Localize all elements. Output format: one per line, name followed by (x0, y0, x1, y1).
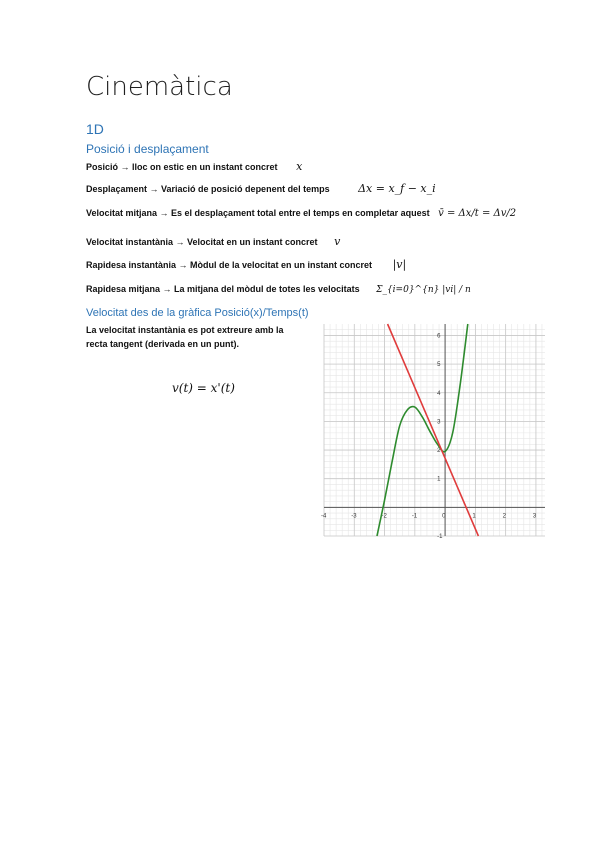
line-rapidesa-instantania (86, 258, 406, 271)
x-tick-label: 2 (502, 513, 506, 520)
math-abs-v: |v| (392, 258, 407, 271)
x-tick-label: -3 (351, 513, 357, 520)
x-tick-label: 0 (442, 513, 446, 520)
y-tick-label: 3 (437, 419, 441, 426)
x-tick-label: -2 (381, 513, 387, 520)
math-v-mitjana: v̄ = Δx/t = Δv/2 (438, 208, 517, 219)
math-v: v (334, 235, 341, 248)
math-delta-x: Δx = x_f − x_i (358, 182, 436, 195)
line-velocitat-mitjana (86, 208, 516, 219)
y-tick-label: -1 (437, 534, 443, 540)
heading-posicio: Posició i desplaçament (86, 142, 209, 156)
y-tick-label: 2 (437, 448, 441, 455)
position-time-graph (321, 324, 545, 540)
line-text: Velocitat instantània → Velocitat en un instant concret (86, 237, 318, 247)
x-tick-label: 1 (472, 513, 476, 520)
y-tick-label: 6 (437, 333, 441, 340)
line-velocitat-instantania (86, 235, 340, 248)
line-rapidesa-mitjana (86, 284, 471, 295)
paragraph-line-1: La velocitat instantània es pot extreure amb la (86, 325, 284, 335)
paragraph-line-2: recta tangent (derivada en un punt). (86, 339, 240, 349)
line-posicio (86, 160, 302, 173)
y-tick-label: 4 (437, 390, 441, 397)
page-title: Cinemàtica (86, 72, 233, 102)
y-tick-label: 5 (437, 362, 441, 369)
heading-1d: 1D (86, 121, 104, 137)
line-desplacament (86, 182, 436, 195)
formula-velocitat: v(t) = x'(t) (172, 381, 235, 395)
line-text: Posició → lloc on estic en un instant concret (86, 162, 278, 172)
y-tick-label: 1 (437, 476, 441, 483)
x-tick-label: -4 (321, 513, 327, 520)
x-tick-label: 3 (532, 513, 537, 520)
x-tick-label: -1 (411, 513, 418, 520)
line-text: Velocitat mitjana → Es el desplaçament total entre el temps en completar aquest (86, 208, 430, 218)
math-sum: Σ_{i=0}^{n} |vi| / n (376, 285, 471, 295)
math-x: x (296, 160, 303, 173)
line-text: Desplaçament → Variació de posició depenent del temps (86, 184, 330, 194)
line-text: Rapidesa instantània → Mòdul de la velocitat en un instant concret (86, 260, 373, 270)
heading-grafica: Velocitat des de la gràfica Posició(x)/Temps(t) (86, 307, 309, 319)
line-text: Rapidesa mitjana → La mitjana del mòdul de totes les velocitats (86, 284, 360, 294)
